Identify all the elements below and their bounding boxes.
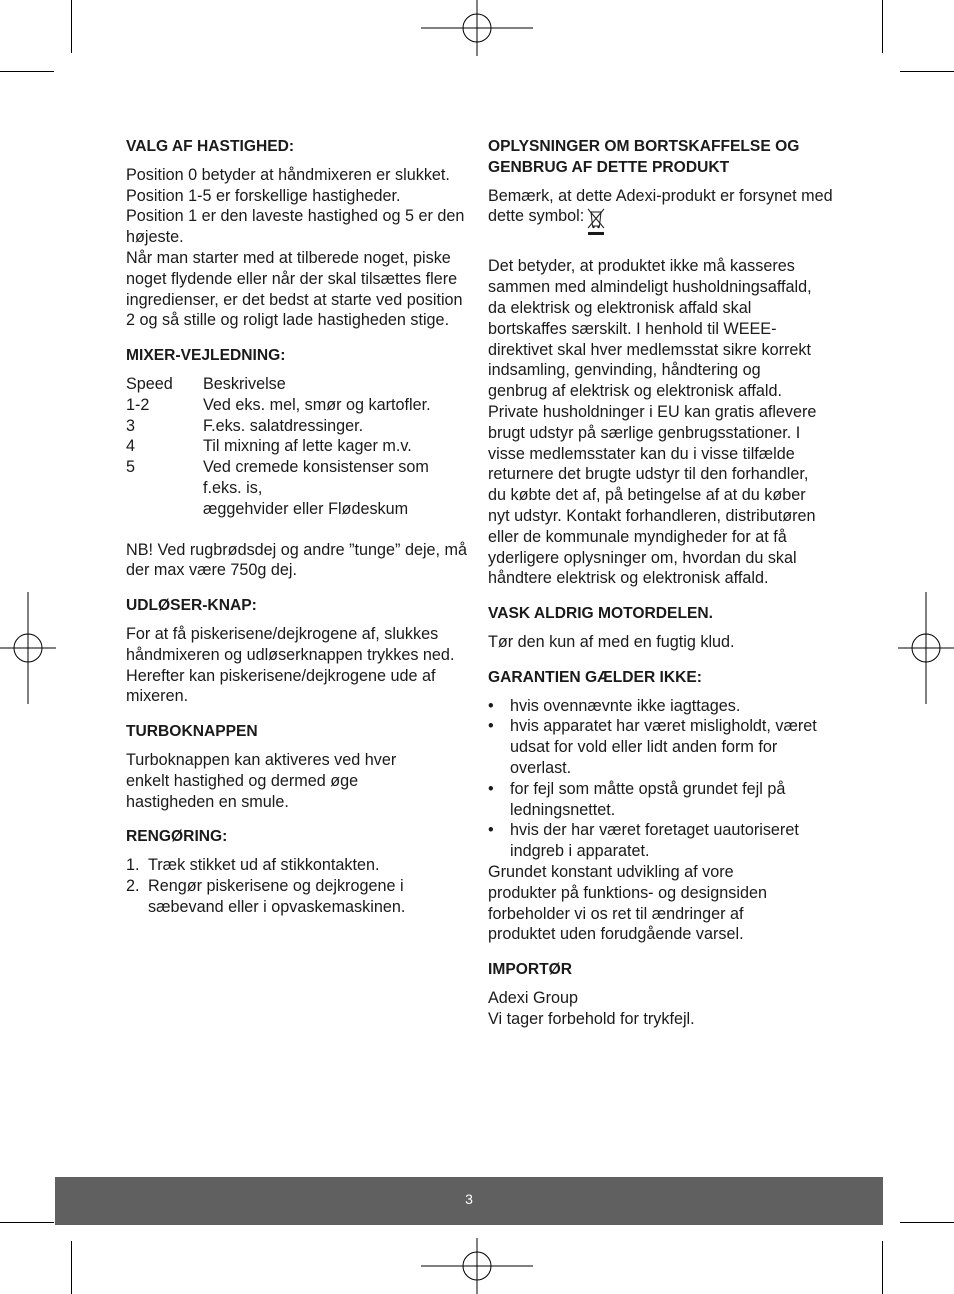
list-text: for fejl som måtte opstå grundet fejl på ledningsnettet.	[510, 779, 786, 819]
crop-mark	[71, 0, 72, 53]
list-item	[126, 855, 468, 876]
warranty-heading: GARANTIEN GÆLDER IKKE:	[488, 668, 702, 686]
list-item	[126, 876, 468, 918]
list-number: 2.	[126, 876, 140, 895]
crossed-out-wheelie-bin-icon	[586, 206, 606, 236]
crosshair-target-icon	[898, 592, 954, 704]
list-text: hvis ovennævnte ikke iagttages.	[510, 696, 741, 715]
list-number: 1.	[126, 856, 140, 875]
crop-mark	[882, 1241, 883, 1294]
bullet: •	[488, 779, 494, 798]
mixer-desc: Til mixning af lette kager m.v.	[203, 437, 412, 456]
importer-name: Adexi Group	[488, 988, 578, 1007]
mixer-speed: 3	[126, 416, 136, 435]
list-item	[488, 820, 833, 862]
mixer-table-row	[126, 395, 468, 416]
mixer-desc: Ved cremede konsistenser som f.eks. is,	[203, 458, 429, 497]
mixer-speed	[126, 499, 203, 520]
crop-mark	[882, 0, 883, 53]
turbo-text: Turboknappen kan aktiveres ved hver enkelt hastighed og dermed øge hastigheden en smule.	[126, 750, 397, 811]
crosshair-target-icon	[421, 0, 533, 56]
speed-line: Position 1-5 er forskellige hastigheder.	[126, 186, 401, 205]
mixer-heading: MIXER-VEJLEDNING:	[126, 347, 286, 365]
list-text: Rengør piskerisene og dejkrogene i sæbevand eller i opvaskemaskinen.	[148, 876, 406, 916]
mixer-speed: 1-2	[126, 395, 150, 414]
speed-heading: VALG AF HASTIGHED:	[126, 138, 295, 155]
crosshair-target-icon	[421, 1238, 533, 1294]
list-text: hvis apparatet har været misligholdt, været udsat for vold eller lidt anden form for overlast.	[510, 717, 817, 777]
wash-heading: VASK ALDRIG MOTORDELEN.	[488, 605, 713, 623]
crop-mark	[71, 1241, 72, 1294]
speed-line: Position 1 er den laveste hastighed og 5 er den højeste.	[126, 207, 465, 247]
crop-mark	[900, 1222, 954, 1223]
mixer-note: NB! Ved rugbrødsdej og andre ”tunge” deje, må der max være 750g dej.	[126, 540, 468, 580]
wash-text: Tør den kun af med en fugtig klud.	[488, 632, 735, 651]
disposal-text: Det betyder, at produktet ikke må kasseres sammen med almindeligt husholdningsaffald, da elektrisk og elektronisk affald skal bortskaffes særskilt. I henhold til WEEE-direktivet skal hver medlemsstat sikre korrekt indsamling, genvinding, håndtering og genbrug af elektrisk og elektronisk affald. Private husholdninger i EU kan gratis aflevere brugt udstyr på særlige genbrugsstationer. I visse medlemsstater kan du i visse tilfælde returnere det brugte udstyr til den forhandler, du købte det af, på betingelse af at du køber nyt udstyr. Kontakt forhandleren, distributøren eller de kommunale myndigheder for at få yderligere oplysninger om, hvordan du skal håndtere elektrisk og elektronisk affald.	[488, 257, 817, 588]
mixer-desc: F.eks. salatdressinger.	[203, 416, 364, 435]
list-text: Træk stikket ud af stikkontakten.	[148, 856, 380, 875]
bullet: •	[488, 717, 494, 736]
left-column	[126, 137, 468, 918]
mixer-speed: 5	[126, 458, 136, 477]
speed-line: Når man starter med at tilberede noget, piske noget flydende eller når der skal tilsættes flere ingredienser, er det bedst at starte ved position 2 og så stille og roligt lade hastigheden stige.	[126, 248, 463, 330]
mixer-speed: 4	[126, 437, 136, 456]
crop-mark	[0, 71, 54, 72]
crop-mark	[900, 71, 954, 72]
warranty-note: Grundet konstant udvikling af vore produkter på funktions- og designsiden forbeholder vi os ret til ændringer af produktet uden forudgående varsel.	[488, 862, 767, 944]
disposal-heading: OPLYSNINGER OM BORTSKAFFELSE OG GENBRUG AF DETTE PRODUKT	[488, 138, 800, 176]
footer-bar	[55, 1177, 883, 1225]
crosshair-target-icon	[0, 592, 56, 704]
mixer-table-header	[126, 374, 468, 395]
mixer-table-row	[126, 436, 468, 457]
mixer-table-row	[126, 457, 468, 499]
mixer-col-speed: Speed	[126, 374, 173, 393]
importer-note: Vi tager forbehold for trykfejl.	[488, 1009, 695, 1028]
right-column	[488, 137, 833, 1029]
list-item	[488, 779, 833, 821]
mixer-col-desc: Beskrivelse	[203, 374, 286, 393]
bullet: •	[488, 821, 494, 840]
mixer-table-row	[126, 499, 468, 520]
disposal-intro-text: Bemærk, at dette Adexi-produkt er forsynet med dette symbol:	[488, 186, 833, 226]
speed-line: Position 0 betyder at håndmixeren er slukket.	[126, 165, 450, 184]
turbo-heading: TURBOKNAPPEN	[126, 723, 258, 741]
release-heading: UDLØSER-KNAP:	[126, 597, 257, 615]
mixer-desc: æggehvider eller Flødeskum	[203, 499, 409, 518]
release-text: For at få piskerisene/dejkrogene af, slukkes håndmixeren og udløserknappen trykkes ned. Herefter kan piskerisene/dejkrogene ude af mixeren.	[126, 624, 455, 706]
mixer-table-row	[126, 416, 468, 437]
list-item	[488, 716, 833, 778]
list-item	[488, 696, 833, 717]
page-number: 3	[465, 1191, 473, 1207]
list-text: hvis der har været foretaget uautoriseret indgreb i apparatet.	[510, 821, 799, 861]
bullet: •	[488, 696, 494, 715]
disposal-intro	[488, 186, 833, 237]
crop-mark	[0, 1222, 54, 1223]
importer-heading: IMPORTØR	[488, 961, 573, 979]
clean-heading: RENGØRING:	[126, 828, 228, 846]
mixer-desc: Ved eks. mel, smør og kartofler.	[203, 395, 431, 414]
